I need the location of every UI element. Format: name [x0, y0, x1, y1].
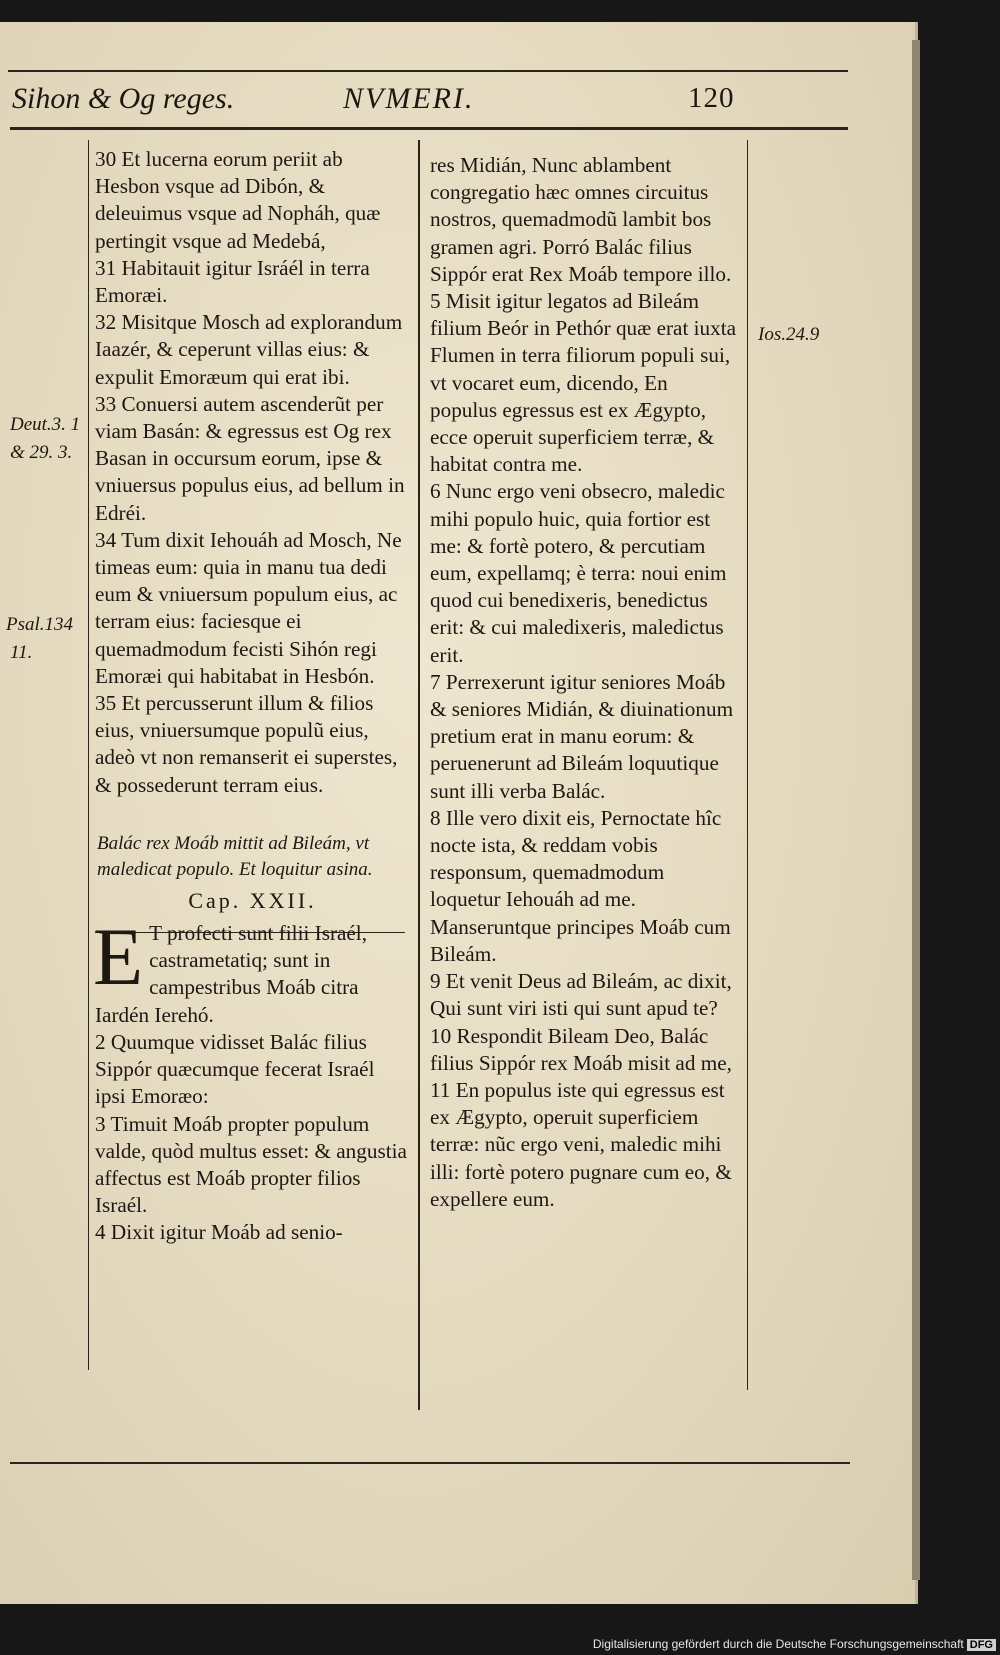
running-title-left: Sihon & Og reges. [12, 82, 235, 115]
top-rule [8, 70, 848, 72]
bottom-rule [10, 1462, 850, 1464]
margin-note-left-1: Deut.3. 1 [10, 414, 81, 435]
verse: 34 Tum dixit Iehouáh ad Mosch, Ne timeas eum: quia in manu tua dedi eum & vniuersum populum eius, ac terram eius: faciesque ei quemadmodum fecisti Sihón regi Emoræi qui habitabat in Hesbón. [95, 527, 402, 688]
verse: 2 Quumque vidisset Balác filius Sippór quæcumque fecerat Israél ipsi Emoræo: [95, 1029, 375, 1109]
verse: 7 Perrexerunt igitur seniores Moáb & seniores Midián, & diuinationum pretium erat in manu eorum: & peruenerunt ad Bileám loquutique sunt illi verba Balác. [430, 669, 734, 803]
margin-note-left-3: Psal.134 [6, 614, 74, 635]
page-edge [912, 40, 920, 1580]
chapter-summary: Balác rex Moáb mittit ad Bileám, vt maledicat populo. Et loquitur asina. [97, 832, 373, 880]
column-left [95, 146, 410, 1247]
verse: 31 Habitauit igitur Isráél in terra Emoræi. [95, 255, 370, 308]
verse: 11 En populus iste qui egressus est ex Ægypto, operuit superficiem terræ: nũc ergo veni, maledic mihi illi: fortè potero pugnare cum eo, & expellere eum. [430, 1077, 732, 1211]
verse: 9 Et venit Deus ad Bileám, ac dixit, Qui sunt viri isti qui sunt apud te? [430, 969, 732, 1021]
column-right [430, 152, 740, 1213]
verse: res Midián, Nunc ablambent congregatio hæc omnes circuitus nostros, quemadmodũ lambit bos gramen agri. Porró Balác filius Sippór erat Rex Moáb tempore illo. [430, 153, 732, 286]
center-column-rule [418, 140, 420, 1410]
verse: 4 Dixit igitur Moáb ad senio- [95, 1220, 343, 1245]
running-title-center: NVMERI. [343, 82, 475, 115]
header-rule [10, 127, 848, 130]
verse: 3 Timuit Moáb propter populum valde, quòd multus esset: & angustia affectus est Moáb propter filios Israél. [95, 1111, 407, 1218]
verse-text: T profecti sunt filii Israél, castrametatiq; sunt in campestribus Moáb citra Iardén Ierehó. [95, 921, 367, 1027]
page-number: 120 [688, 82, 735, 114]
drop-cap: E [93, 911, 144, 1003]
verse: 30 Et lucerna eorum periit ab Hesbon vsque ad Dibón, & deleuimus vsque ad Nopháh, quæ pertingit vsque ad Medebá, [95, 147, 381, 253]
verse: 8 Ille vero dixit eis, Pernoctate hîc nocte ista, & reddam vobis responsum, quemadmodum loquetur Iehouáh ad me. Manseruntque principes Moáb cum Bileám. [430, 805, 731, 966]
verse: 33 Conuersi autem ascenderũt per viam Basán: & egressus est Og rex Basan in occursum eorum, ipse & vniuersus populus eius, ad bellum in Edréi. [95, 391, 405, 525]
verse: 6 Nunc ergo veni obsecro, maledic mihi populo huic, quia fortior est me: & fortè potero, & percutiam eum, expellamq; è terra: noui enim quod cui benedixeris, benedictus erit: & cui maledixeris, maledictus erit. [430, 479, 727, 667]
left-column-rule [88, 140, 89, 1370]
verse: 10 Respondit Bileam Deo, Balác filius Sippór rex Moáb misit ad me, [430, 1023, 732, 1075]
verse: 5 Misit igitur legatos ad Bileám filium Beór in Pethór quæ erat iuxta Flumen in terra filiorum populi sui, vt vocaret eum, dicendo, En populus egressus est ex Ægypto, ecce operuit superficiem terræ, & habitat contra me. [430, 289, 736, 477]
digitization-credit [593, 1637, 996, 1651]
right-column-rule [747, 140, 748, 1390]
credit-text: Digitalisierung gefördert durch die Deutsche Forschungsgemeinschaft [592, 1637, 964, 1651]
margin-note-left-4: 11. [10, 642, 33, 663]
margin-note-right-1: Ios.24.9 [758, 324, 820, 345]
verse: 35 Et percusserunt illum & filios eius, vniuersumque populũ eius, adeò vt non remanserit ei superstes, & possederunt terram eius. [95, 691, 398, 797]
margin-note-left-2: & 29. 3. [10, 442, 73, 463]
verse: 32 Misitque Mosch ad explorandum Iaazér, & ceperunt villas eius: & expulit Emoræum qui erat ibi. [95, 310, 403, 389]
dfg-logo: DFG [967, 1639, 996, 1651]
chapter-heading: Cap. XXII. [188, 887, 317, 913]
running-header [8, 82, 848, 126]
verse [93, 911, 410, 1029]
